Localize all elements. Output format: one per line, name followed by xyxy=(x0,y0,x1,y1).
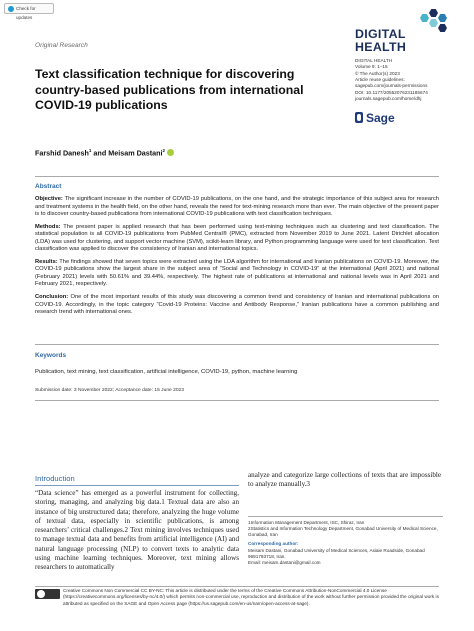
author-joiner: and xyxy=(91,148,109,158)
journal-info-line: Article reuse guidelines: xyxy=(355,77,405,83)
section-label: Original Research xyxy=(35,42,88,49)
journal-info-line: Volume 9: 1–15 xyxy=(355,64,388,70)
objective-text: The significant increase in the number of COVID-19 publications, on the one hand, and the strategic importance of this subject area for research and treatment systems in the health field, on the other hand, reveals the need for text-mining research more than ever. The main objective of the present paper is to discover country-based publications from international COVID-19 publications with text classification techniques. xyxy=(35,196,439,218)
creative-commons-icon xyxy=(35,589,60,599)
divider xyxy=(35,400,439,401)
check-for-updates-badge[interactable] xyxy=(4,3,54,20)
corresponding-address: Meisam Dastani, Gonabad University of Medical Sciences, Asiaie Roadside, Gonabad 9691793718, Iran. xyxy=(248,547,425,559)
logo-line: DIGITAL xyxy=(355,27,406,41)
update-icon xyxy=(8,6,14,12)
journal-info xyxy=(355,58,428,102)
logo-hexagon-icon xyxy=(438,14,447,22)
logo-hexagon-icon xyxy=(429,9,438,17)
abstract-conclusion xyxy=(35,294,439,317)
publisher-name: Sage xyxy=(366,111,395,125)
conclusion-label: Conclusion: xyxy=(35,294,69,301)
title-line: Text classification technique for discovering xyxy=(35,67,295,81)
author-name: Farshid Danesh xyxy=(35,148,89,158)
submission-dates: Submission date: 3 November 2022; Acceptance date: 15 June 2023 xyxy=(35,388,184,393)
introduction-heading: Introduction xyxy=(35,474,75,483)
affiliation-line: 1Information Management Department, ISC, Shiraz, Iran xyxy=(248,520,365,525)
journal-info-line: DIGITAL HEALTH xyxy=(355,58,393,63)
author-list xyxy=(35,148,174,157)
logo-line: HEALTH xyxy=(355,40,407,54)
journal-info-link[interactable]: sagepub.com/journals-permissions xyxy=(355,83,428,89)
objective-label: Objective: xyxy=(35,196,63,202)
article-title xyxy=(35,67,335,114)
heading-underline xyxy=(35,485,239,486)
journal-info-line: © The Author(s) 2023 xyxy=(355,70,400,76)
journal-home-link[interactable]: journals.sagepub.com/home/dhj xyxy=(355,96,422,102)
methods-label: Methods: xyxy=(35,223,61,230)
title-line: country-based publications from international xyxy=(35,82,304,97)
sage-logo xyxy=(355,111,395,125)
license-text: Creative Commons Non Commercial CC BY-NC: This article is distributed under the terms of the Creative Commons Attribution-NonCommercial 4.0 License (https://creativecommons.org/licenses/by-nc/4.0/) which permits non-commercial use, reproduction and distribution of the work without further permission provided the original work is attributed as specified on the SAGE and Open Access page (https://us.sagepub.com/en-us/nam/open-access-at-sage). xyxy=(63,588,439,606)
affiliation-line: 2Statistics and Information Technology Department, Gonabad University of Medical Science, Gonabad, Iran xyxy=(248,526,438,538)
corresponding-heading: Corresponding author: xyxy=(248,541,299,547)
update-badge-label: Check for updates xyxy=(16,6,36,20)
corresponding-author xyxy=(248,541,443,566)
orcid-icon[interactable] xyxy=(167,149,174,156)
author-name: Meisam Dastani xyxy=(108,148,163,158)
logo-hexagon-icon xyxy=(420,14,429,22)
doi-link[interactable]: DOI: 10.1177/20552076231185674 xyxy=(355,89,428,95)
license-divider xyxy=(35,586,439,587)
divider xyxy=(35,344,439,345)
results-label: Results: xyxy=(35,258,58,265)
abstract-results xyxy=(35,259,439,289)
introduction-right-column: analyze and categorize large collections of texts that are impossible to analyze manually.3 xyxy=(248,471,441,489)
divider xyxy=(35,176,439,177)
corresponding-email[interactable]: Email: meisam.dastani@gmail.com xyxy=(248,559,321,565)
conclusion-text: One of the most important results of this study was discovering a common trend and consistency of Iranian and international publications on COVID-19. Accordingly, in the topic category “Covid-19 Proteins: Vaccine and Antibody Response,” Iranian publications have a common publishing and research trend with international ones. xyxy=(35,294,439,316)
keywords-heading: Keywords xyxy=(35,352,67,359)
introduction-left-column: “Data science” has emerged as a powerful instrument for collecting, storing, managing, and analyzing big data.1 Textual data are also an instance of big unstructured data; therefore, analyzing the huge volume of textual data, especially in scientific publications, is among researchers’ critical challenges.2 Text mining involves techniques used to manage textual data and benefits from artificial intelligence (AI) and natural language processing (NLP) to convert texts to analytic data using machine learning techniques. Moreover, text mining allows researchers to automatically xyxy=(35,489,239,572)
keywords-list: Publication, text mining, text classification, artificial intelligence, COVID-19, python, machine learning xyxy=(35,369,298,375)
affiliation-marker: 1 xyxy=(88,148,92,153)
sage-logo-icon xyxy=(355,112,363,123)
abstract-methods xyxy=(35,224,439,254)
results-text: The findings showed that seven topics were extracted using the LDA algorithm for international and Iranian publications on COVID-19. Moreover, the COVID-19 publications show the largest share in the subject area of “Social and Technology in COVID-19” at the international (April 2021) and national (February 2021) levels with 50.61% and 39.44%, respectively. The highest rate of publications at international and national levels was in April 2021 and February 2021, respectively. xyxy=(35,258,439,288)
title-line: COVID-19 publications xyxy=(35,98,168,113)
affiliations xyxy=(248,520,443,566)
affiliation-marker: 2 xyxy=(162,148,166,153)
journal-logo-text xyxy=(355,28,406,54)
footnote-divider xyxy=(248,516,443,517)
abstract-heading: Abstract xyxy=(35,183,62,190)
logo-hexagon-icon xyxy=(438,24,447,32)
methods-text: The present paper is applied research that has been performed using text-mining techniques such as clustering and text classification. The statistical population is all COVID-19 publications from PubMed Central® (PMC), extracted from November 2019 to June 2021. Latent Dirichlet allocation (LDA) was used for clustering, and support vector machine (SVM), scikit-learn library, and Python programming language were used for text classification. Text classification was applied to discover the consistency of Iranian and international topics. xyxy=(35,223,439,253)
logo-hexagon-icon xyxy=(429,19,438,27)
abstract-objective xyxy=(35,196,439,219)
abstract-body xyxy=(35,196,439,322)
